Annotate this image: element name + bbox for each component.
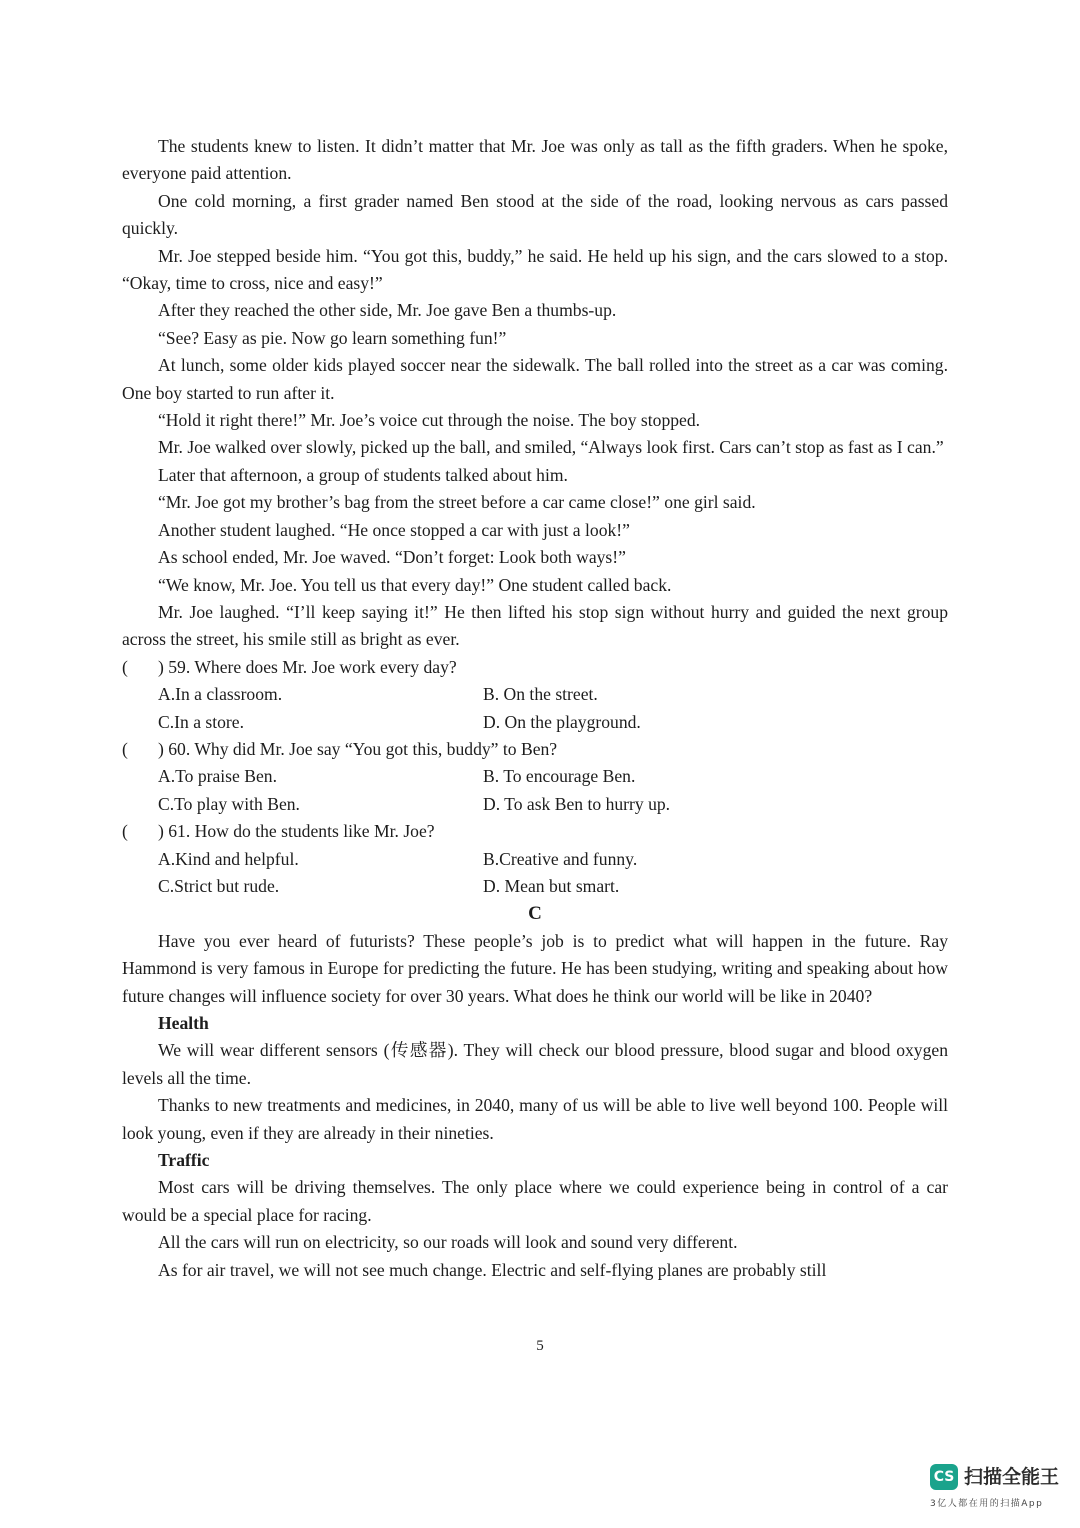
option-c: C.Strict but rude.: [158, 875, 280, 896]
question-61: [122, 818, 948, 900]
story-paragraph-6: At lunch, some older kids played soccer near the sidewalk. The ball rolled into the street as a car was coming. One boy started to run after it.: [122, 355, 948, 403]
health-paragraph-2: Thanks to new treatments and medicines, in 2040, many of us will be able to live well beyond 100. People will look young, even if they are already in their nineties.: [122, 1095, 948, 1143]
story-paragraph-12: As school ended, Mr. Joe waved. “Don’t forget: Look both ways!”: [158, 547, 626, 568]
answer-blank: (: [122, 738, 128, 759]
option-b: B. On the street.: [483, 684, 598, 705]
story-paragraph-7: “Hold it right there!” Mr. Joe’s voice cut through the noise. The boy stopped.: [158, 410, 701, 431]
question-59: [122, 654, 948, 736]
story-paragraph-2: One cold morning, a first grader named Ben stood at the side of the road, looking nervous as cars passed quickly.: [122, 190, 948, 239]
section-letter: C: [528, 903, 542, 925]
passage-c: [122, 900, 948, 1284]
health-heading: Health: [158, 1013, 209, 1033]
story-paragraph-8: Mr. Joe walked over slowly, picked up the ball, and smiled, “Always look first. Cars can’t stop as fast as I can.”: [158, 437, 944, 458]
story-paragraph-9: Later that afternoon, a group of students talked about him.: [158, 464, 568, 485]
question-stem: ) 61. How do the students like Mr. Joe?: [158, 821, 435, 842]
question-stem: ) 60. Why did Mr. Joe say “You got this, buddy” to Ben?: [158, 738, 558, 759]
option-b: B.Creative and funny.: [483, 848, 638, 869]
story-paragraph-10: “Mr. Joe got my brother’s bag from the street before a car came close!” one girl said.: [158, 492, 756, 513]
traffic-heading: Traffic: [158, 1150, 210, 1171]
story-paragraph-14: Mr. Joe laughed. “I’ll keep saying it!” He then lifted his stop sign without hurry and guided the next group across the street, his smile still as bright as ever.: [122, 601, 948, 650]
answer-blank: (: [122, 821, 128, 842]
scanner-watermark: [930, 1464, 1070, 1514]
option-d: D. On the playground.: [483, 711, 641, 732]
answer-blank: (: [122, 656, 128, 677]
option-d: D. Mean but smart.: [483, 875, 620, 896]
option-d: D. To ask Ben to hurry up.: [483, 793, 671, 814]
question-options: [122, 763, 948, 818]
story-paragraph-5: “See? Easy as pie. Now go learn something fun!”: [158, 327, 507, 348]
cs-logo-icon: CS: [930, 1464, 958, 1490]
option-b: B. To encourage Ben.: [483, 766, 636, 787]
option-a: A.Kind and helpful.: [158, 848, 299, 869]
story-paragraph-4: After they reached the other side, Mr. Joe gave Ben a thumbs-up.: [158, 300, 617, 321]
traffic-paragraph-1: Most cars will be driving themselves. The only place where we could experience being in control of a car would be a special place for racing.: [122, 1177, 948, 1225]
passage-intro: Have you ever heard of futurists? These people’s job is to predict what will happen in the future. Ray Hammond is very famous in Europe for predicting the future. He has been studying, writing and speaking about how future changes will influence society for over 30 years. What does he think our world will be like in 2040?: [122, 930, 948, 1006]
story-paragraph-13: “We know, Mr. Joe. You tell us that every day!” One student called back.: [158, 574, 672, 595]
traffic-paragraph-2: All the cars will run on electricity, so our roads will look and sound very different.: [158, 1232, 738, 1253]
watermark-subtitle: 3亿人都在用的扫描App: [930, 1499, 1044, 1509]
option-c: C.To play with Ben.: [158, 793, 300, 814]
traffic-paragraph-3: As for air travel, we will not see much change. Electric and self-flying planes are probably still: [158, 1259, 827, 1280]
health-paragraph-1: We will wear different sensors (传感器). They will check our blood pressure, blood sugar and blood oxygen levels all the time.: [122, 1040, 948, 1088]
option-a: A.In a classroom.: [158, 684, 283, 705]
watermark-title: 扫描全能王: [964, 1466, 1060, 1488]
story-b: [122, 133, 948, 654]
story-paragraph-3: Mr. Joe stepped beside him. “You got this, buddy,” he said. He held up his sign, and the cars slowed to a stop. “Okay, time to cross, nice and easy!”: [122, 245, 948, 294]
story-paragraph-11: Another student laughed. “He once stopped a car with just a look!”: [158, 519, 630, 540]
question-60: [122, 736, 948, 818]
page-content: [122, 133, 948, 1284]
question-options: [122, 681, 948, 736]
story-paragraph-1: The students knew to listen. It didn’t matter that Mr. Joe was only as tall as the fifth graders. When he spoke, everyone paid attention.: [122, 136, 948, 184]
option-a: A.To praise Ben.: [158, 766, 277, 787]
question-stem: ) 59. Where does Mr. Joe work every day?: [158, 656, 457, 677]
page-number: 5: [536, 1338, 544, 1354]
option-c: C.In a store.: [158, 711, 244, 732]
question-options: [122, 846, 948, 901]
